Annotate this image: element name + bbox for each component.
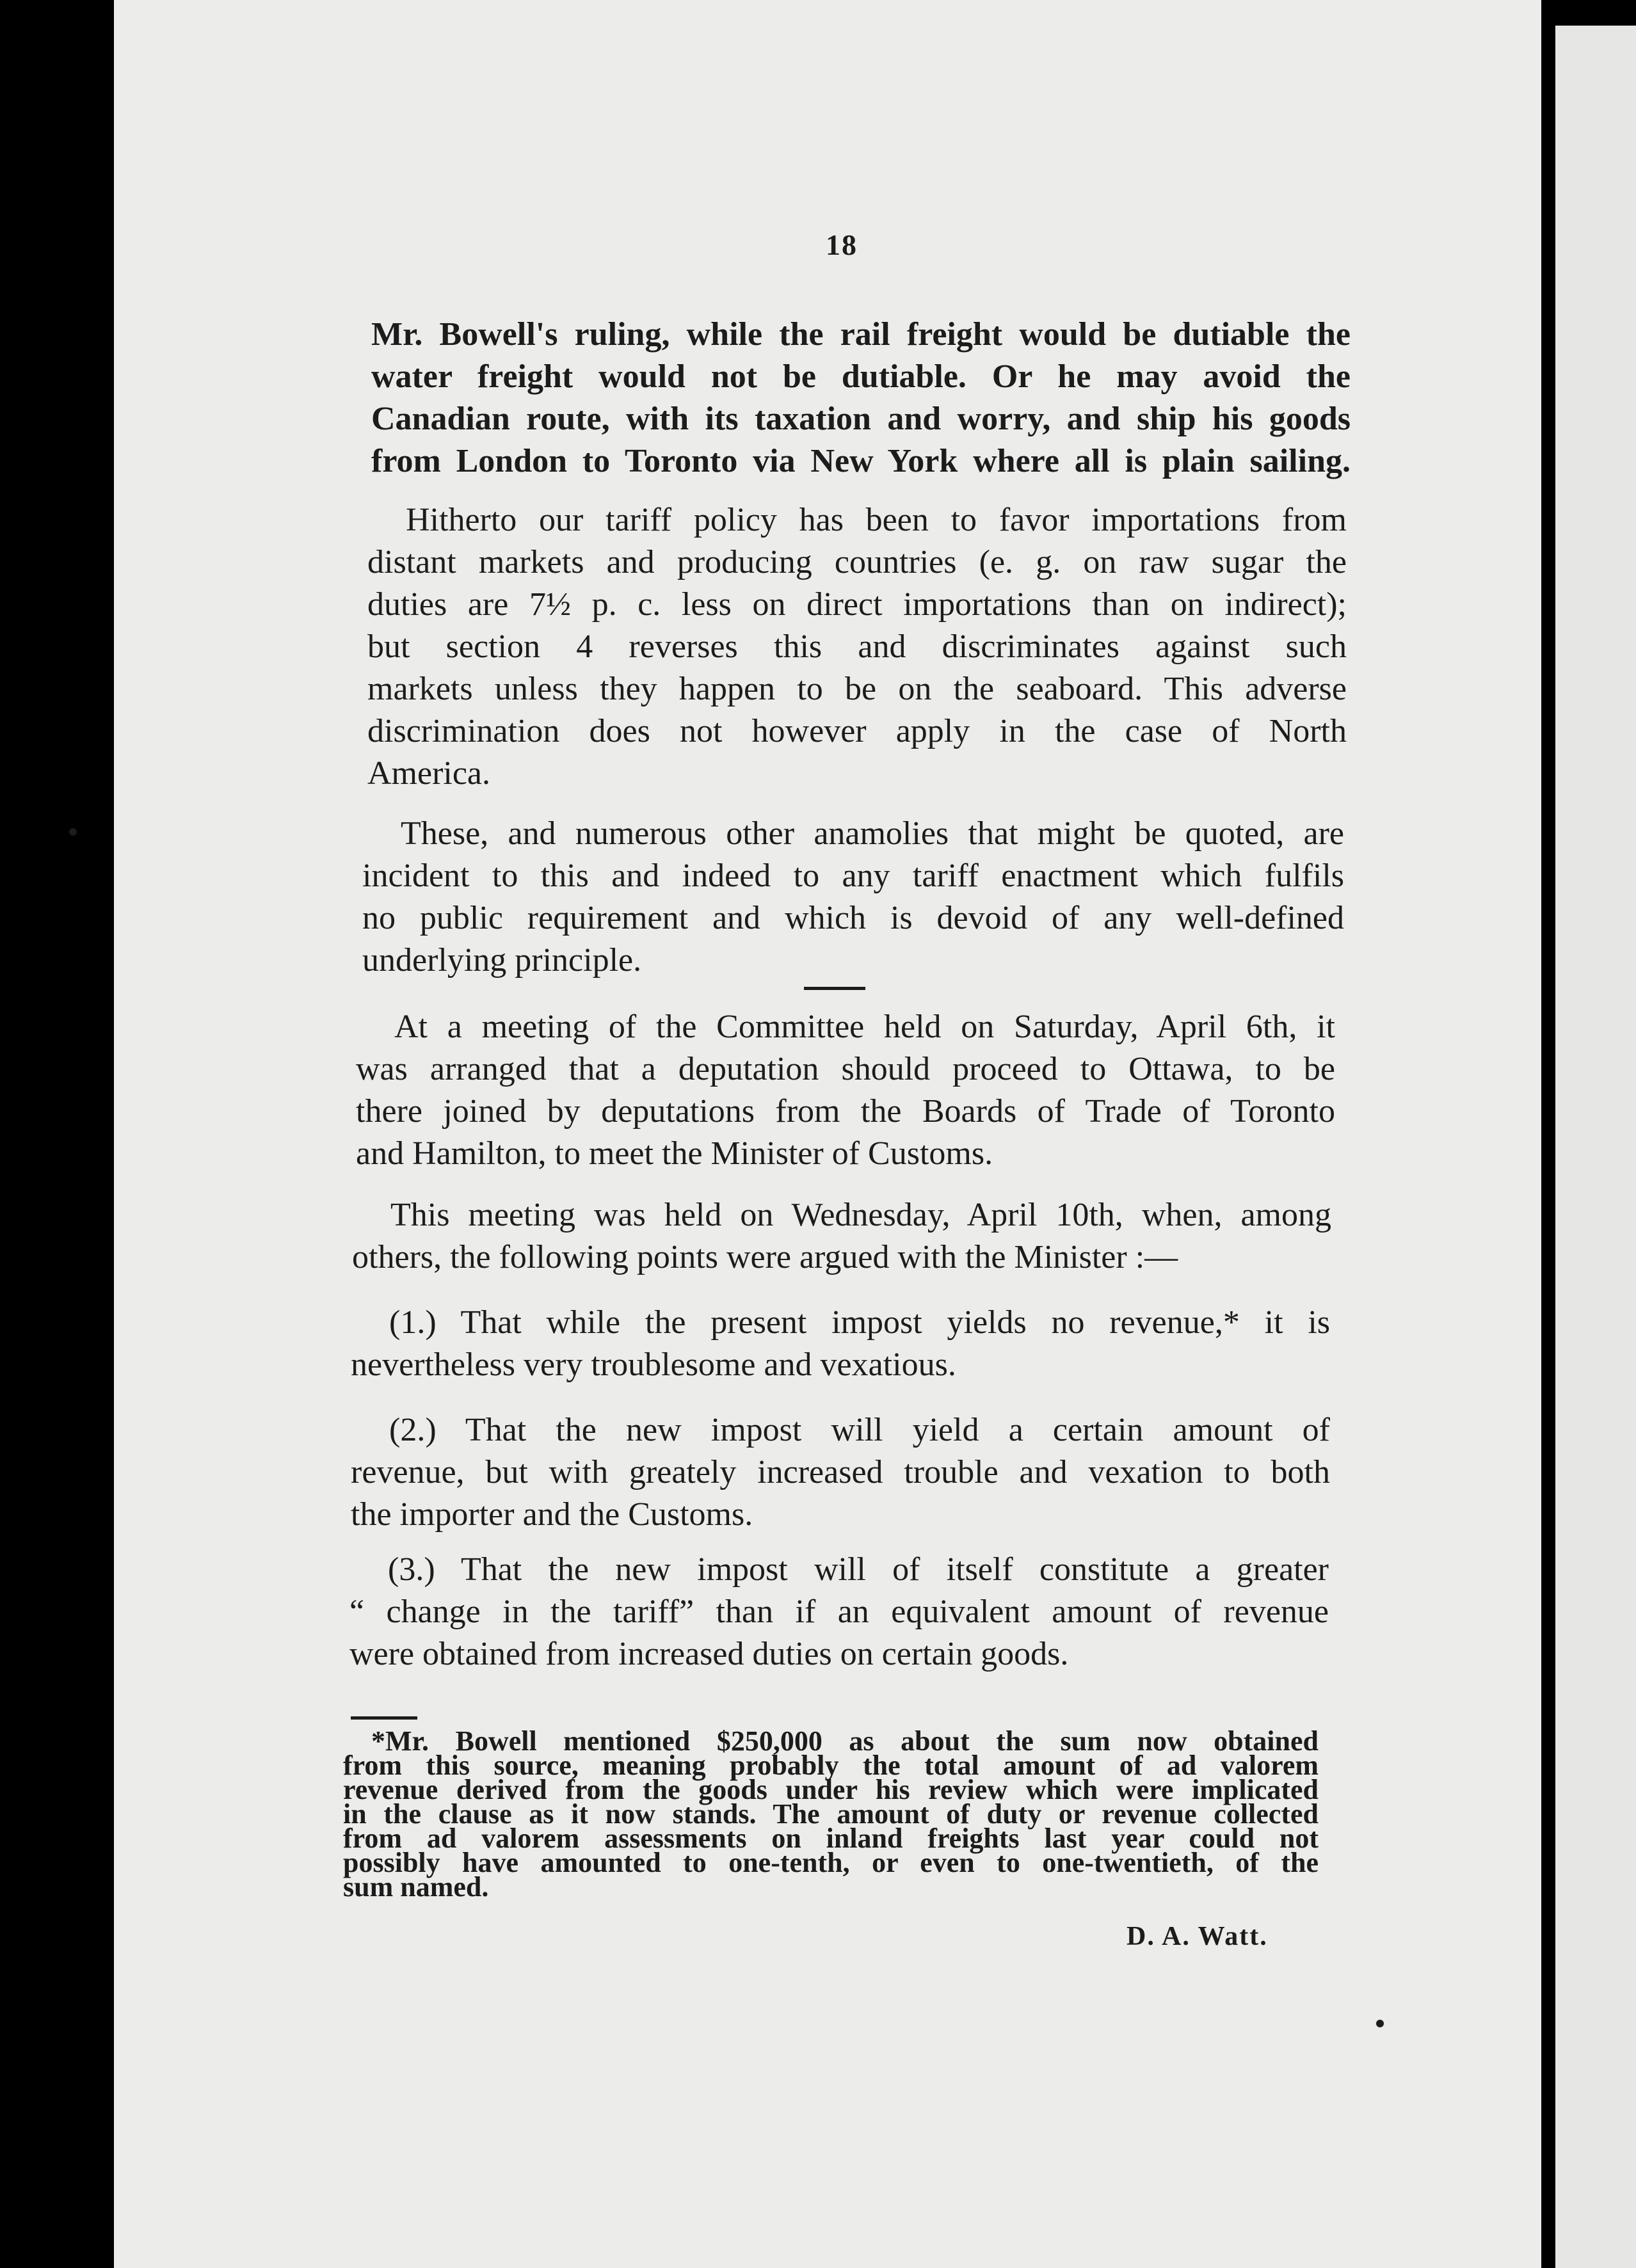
section-divider — [804, 987, 865, 990]
wednesday-paragraph — [352, 1194, 1331, 1279]
page-number: 18 — [826, 228, 858, 261]
text-line: no public requirement and which is devoid of any well-defined — [362, 900, 1344, 936]
point-3-paragraph — [349, 1549, 1329, 1675]
text-line: discrimination does not however apply in the case of North — [367, 713, 1347, 749]
footnote-line: from this source, meaning probably the total amount of ad valorem — [343, 1750, 1319, 1781]
tariff-policy-paragraph — [367, 499, 1347, 795]
text-line: These, and numerous other anamolies that might be quoted, are — [401, 815, 1344, 852]
anomalies-paragraph — [362, 813, 1344, 982]
page-gutter — [1541, 0, 1555, 2268]
point-2-paragraph — [351, 1409, 1330, 1536]
footnote-line: in the clause as it now stands. The amount of duty or revenue collected — [343, 1798, 1319, 1830]
footnote-line: revenue derived from the goods under his review which were implicated — [343, 1774, 1319, 1805]
text-line: (3.) That the new impost will of itself constitute a greater — [388, 1551, 1329, 1588]
footnote-line: *Mr. Bowell mentioned $250,000 as about the sum now obtained — [371, 1725, 1319, 1757]
footnote-line: from ad valorem assessments on inland freights last year could not — [343, 1823, 1319, 1854]
text-line: duties are 7½ p. c. less on direct importations than on indirect); — [367, 586, 1347, 623]
text-line: but section 4 reverses this and discriminates against such — [367, 628, 1347, 665]
text-line: from London to Toronto via New York where all is plain sailing. — [371, 443, 1351, 479]
text-line: nevertheless very troublesome and vexatious. — [351, 1346, 956, 1383]
text-line: were obtained from increased duties on certain goods. — [349, 1636, 1069, 1672]
text-line: and Hamilton, to meet the Minister of Customs. — [356, 1135, 993, 1172]
text-line: Canadian route, with its taxation and worry, and ship his goods — [371, 401, 1351, 437]
text-line: America. — [367, 755, 491, 792]
footnote — [343, 1725, 1319, 1903]
text-line: distant markets and producing countries (e. g. on raw sugar the — [367, 544, 1347, 580]
text-line: Mr. Bowell's ruling, while the rail freight would be dutiable the — [371, 316, 1351, 353]
text-line: underlying principle. — [362, 942, 642, 978]
text-line: (2.) That the new impost will yield a certain amount of — [389, 1412, 1330, 1448]
text-line: This meeting was held on Wednesday, April 10th, when, among — [390, 1197, 1331, 1233]
text-line: Hitherto our tariff policy has been to favor importations from — [406, 502, 1347, 538]
point-1-paragraph — [351, 1302, 1330, 1386]
continuation-paragraph — [371, 314, 1351, 483]
text-line: “ change in the tariff” than if an equivalent amount of revenue — [349, 1593, 1329, 1630]
text-line: water freight would not be dutiable. Or he may avoid the — [371, 358, 1351, 395]
footnote-divider — [351, 1716, 417, 1720]
text-line: incident to this and indeed to any tariff enactment which fulfils — [362, 858, 1344, 894]
text-line: revenue, but with greately increased trouble and vexation to both — [351, 1454, 1330, 1490]
meeting-paragraph — [356, 1006, 1335, 1175]
signature: D. A. Watt. — [1127, 1922, 1268, 1951]
footnote-line: sum named. — [343, 1871, 489, 1903]
text-line: others, the following points were argued with the Minister :— — [352, 1239, 1178, 1275]
scan-speck — [69, 828, 77, 836]
scan-speck — [1376, 2020, 1384, 2027]
text-line: At a meeting of the Committee held on Saturday, April 6th, it — [394, 1009, 1335, 1045]
text-line: markets unless they happen to be on the seaboard. This adverse — [367, 671, 1347, 707]
text-line: was arranged that a deputation should proceed to Ottawa, to be — [356, 1051, 1335, 1087]
text-line: the importer and the Customs. — [351, 1496, 753, 1533]
text-line: (1.) That while the present impost yields no revenue,* it is — [389, 1304, 1330, 1341]
next-page-edge — [1555, 26, 1636, 2268]
footnote-line: possibly have amounted to one-tenth, or even to one-twentieth, of the — [343, 1847, 1319, 1878]
text-line: there joined by deputations from the Boards of Trade of Toronto — [356, 1093, 1335, 1130]
